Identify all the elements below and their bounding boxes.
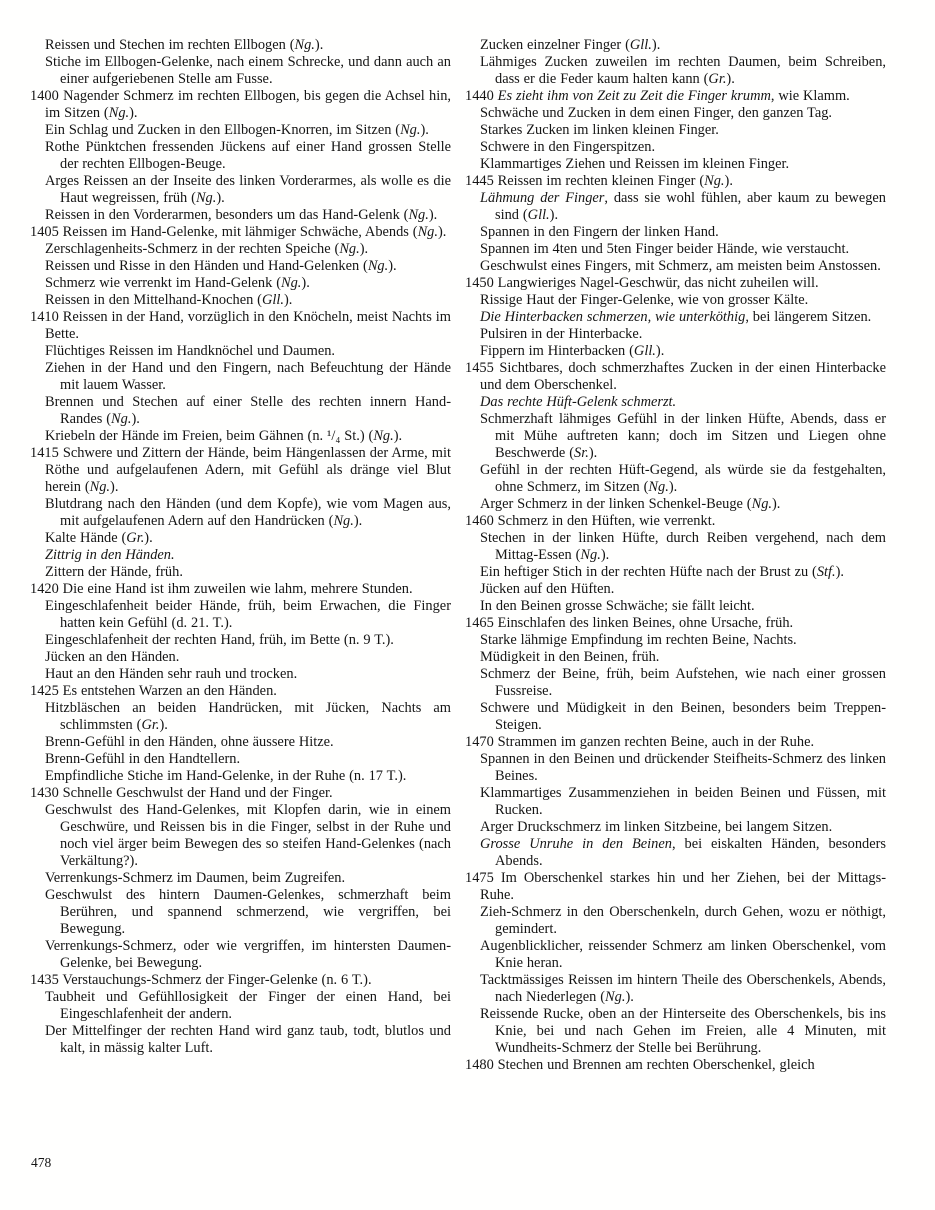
italic-phrase: Ng. bbox=[108, 105, 130, 121]
symptom-entry: Fippern im Hinterbacken (Gll.). bbox=[480, 343, 665, 359]
italic-phrase: Gr. bbox=[141, 717, 160, 733]
page-number: 478 bbox=[31, 1155, 52, 1170]
symptom-entry: Geschwulst des hintern Daumen-Gelenkes, schmerzhaft beim Berühren, und spannend schmerzend, wie vergriffen, bei Bewegung. bbox=[45, 887, 451, 937]
italic-phrase: Grosse Unruhe in den Beinen bbox=[480, 836, 672, 852]
symptom-entry: Die Hinterbacken schmerzen, wie unterköthig, bei längerem Sitzen. bbox=[480, 309, 872, 325]
italic-phrase: Ng. bbox=[195, 190, 217, 206]
symptom-entry: Taubheit und Gefühllosigkeit der Finger der einen Hand, bei Eingeschlafenheit der andern. bbox=[45, 989, 451, 1022]
symptom-entry: Ziehen in der Hand und den Fingern, nach Befeuchtung der Hände mit lauem Wasser. bbox=[45, 360, 451, 393]
symptom-entry: Rothe Pünktchen fressenden Jückens auf einer Hand grossen Stelle der rechten Ellbogen-Beuge. bbox=[45, 139, 451, 172]
symptom-number: 1480 bbox=[465, 1057, 498, 1073]
symptom-entry: Lähmung der Finger, dass sie wohl fühlen, aber kaum zu bewegen sind (Gll.). bbox=[480, 190, 886, 223]
symptom-entry: 1460 Schmerz in den Hüften, wie verrenkt. bbox=[465, 513, 716, 529]
italic-phrase: Ng. bbox=[605, 989, 626, 1005]
italic-phrase: Gr. bbox=[708, 71, 727, 87]
symptom-entry: Zieh-Schmerz in den Oberschenkeln, durch Gehen, wozu er nöthigt, gemindert. bbox=[480, 904, 886, 937]
symptom-entry: Reissen und Stechen im rechten Ellbogen (Ng.). bbox=[45, 37, 324, 53]
symptom-number: 1470 bbox=[465, 734, 498, 750]
italic-phrase: Es zieht ihm von Zeit zu Zeit die Finger krumm bbox=[497, 88, 771, 104]
symptom-entry: Jücken an den Händen. bbox=[45, 649, 180, 665]
italic-phrase: Die Hinterbacken schmerzen, wie unterköthig bbox=[480, 309, 746, 325]
symptom-number: 1425 bbox=[30, 683, 63, 699]
symptom-entry: Eingeschlafenheit der rechten Hand, früh, im Bette (n. 9 T.). bbox=[45, 632, 394, 648]
symptom-entry: 1455 Sichtbares, doch schmerzhaftes Zucken in der einen Hinterbacke und dem Oberschenkel. bbox=[465, 360, 887, 393]
symptom-entry: Kriebeln der Hände im Freien, beim Gähnen (n. ¹/₄ St.) (Ng.). bbox=[45, 428, 403, 444]
symptom-entry: Schwere und Müdigkeit in den Beinen, besonders beim Treppen-Steigen. bbox=[480, 700, 886, 733]
right-column bbox=[465, 37, 886, 1074]
italic-phrase: Ng. bbox=[111, 411, 132, 427]
symptom-entry: Spannen in den Fingern der linken Hand. bbox=[480, 224, 719, 240]
symptom-entry: 1480 Stechen und Brennen am rechten Oberschenkel, gleich bbox=[465, 1057, 815, 1073]
symptom-entry: Lähmiges Zucken zuweilen im rechten Daumen, beim Schreiben, dass er die Feder kaum halten kann (Gr.). bbox=[480, 54, 886, 87]
symptom-entry: Spannen in den Beinen und drückender Steifheits-Schmerz des linken Beines. bbox=[480, 751, 886, 784]
symptom-number: 1400 bbox=[30, 88, 64, 104]
italic-phrase: Gll. bbox=[633, 343, 656, 359]
symptom-entry bbox=[465, 394, 886, 411]
symptom-number: 1440 bbox=[465, 88, 498, 104]
italic-phrase: Ng. bbox=[89, 479, 111, 495]
symptom-entry: Starkes Zucken im linken kleinen Finger. bbox=[480, 122, 719, 138]
italic-phrase: Ng. bbox=[408, 207, 429, 223]
symptom-entry: Flüchtiges Reissen im Handknöchel und Daumen. bbox=[45, 343, 336, 359]
symptom-entry: 1415 Schwere und Zittern der Hände, beim Hängenlassen der Arme, mit Röthe und aufgelaufenen Adern, mit Gefühl als dränge viel Blut herein (Ng.). bbox=[30, 445, 451, 495]
symptom-entry: Verrenkungs-Schmerz im Daumen, beim Zugreifen. bbox=[45, 870, 346, 886]
symptom-entry: Reissen und Risse in den Händen und Hand-Gelenken (Ng.). bbox=[45, 258, 397, 274]
symptom-entry: Schwere in den Fingerspitzen. bbox=[480, 139, 656, 155]
symptom-entry: Jücken auf den Hüften. bbox=[480, 581, 615, 597]
symptom-entry: Schmerz wie verrenkt im Hand-Gelenk (Ng.). bbox=[45, 275, 310, 291]
italic-phrase: Gll. bbox=[629, 37, 652, 53]
symptom-number: 1475 bbox=[465, 870, 501, 886]
symptom-entry: Blutdrang nach den Händen (und dem Kopfe), wie vom Magen aus, mit aufgelaufenen Adern auf den Handrücken (Ng.). bbox=[45, 496, 451, 529]
italic-phrase: Gll. bbox=[261, 292, 284, 308]
italic-phrase: Ng. bbox=[400, 122, 421, 138]
symptom-entry: Zucken einzelner Finger (Gll.). bbox=[480, 37, 661, 53]
italic-phrase: Zittrig in den Händen. bbox=[45, 547, 175, 563]
symptom-entry: Rissige Haut der Finger-Gelenke, wie von grosser Kälte. bbox=[480, 292, 809, 308]
symptom-entry: Müdigkeit in den Beinen, früh. bbox=[480, 649, 660, 665]
symptom-entry: 1470 Strammen im ganzen rechten Beine, auch in der Ruhe. bbox=[465, 734, 815, 750]
italic-phrase: Ng. bbox=[580, 547, 601, 563]
symptom-entry: Arger Druckschmerz im linken Sitzbeine, bei langem Sitzen. bbox=[480, 819, 833, 835]
symptom-number: 1405 bbox=[30, 224, 63, 240]
symptom-entry: Schmerzhaft lähmiges Gefühl in der linken Hüfte, Abends, dass er mit Mühe auftreten kann; doch im Sitzen und Liegen ohne Beschwerde (Sr.). bbox=[480, 411, 886, 461]
symptom-entry: 1420 Die eine Hand ist ihm zuweilen wie lahm, mehrere Stunden. bbox=[30, 581, 413, 597]
symptom-entry: 1445 Reissen im rechten kleinen Finger (Ng.). bbox=[465, 173, 733, 189]
symptom-number: 1460 bbox=[465, 513, 498, 529]
symptom-entry: Tacktmässiges Reissen im hintern Theile des Oberschenkels, Abends, nach Niederlegen (Ng.). bbox=[480, 972, 886, 1005]
symptom-entry: Verrenkungs-Schmerz, oder wie vergriffen, im hintersten Daumen-Gelenke, bei Bewegung. bbox=[45, 938, 451, 971]
italic-phrase: Stf. bbox=[816, 564, 836, 580]
symptom-entry: Geschwulst des Hand-Gelenkes, mit Klopfen darin, wie in einem Geschwüre, und Reissen bis in die Finger, selbst in der Ruhe und noch viel ärger beim Bewegen des so steifen Hand-Gelenkes (nach Verkältung?). bbox=[45, 802, 451, 869]
symptom-entry: 1430 Schnelle Geschwulst der Hand und der Finger. bbox=[30, 785, 333, 801]
symptom-entry: Schmerz der Beine, früh, beim Aufstehen, wie nach einer grossen Fussreise. bbox=[480, 666, 886, 699]
symptom-number: 1455 bbox=[465, 360, 500, 376]
symptom-entry: 1410 Reissen in der Hand, vorzüglich in den Knöcheln, meist Nachts im Bette. bbox=[30, 309, 451, 342]
symptom-number: 1430 bbox=[30, 785, 63, 801]
symptom-entry: Arger Schmerz in der linken Schenkel-Beuge (Ng.). bbox=[480, 496, 781, 512]
symptom-entry: Stiche im Ellbogen-Gelenke, nach einem Schrecke, und dann auch an einer aufgeriebenen Stelle am Fusse. bbox=[45, 54, 451, 87]
symptom-entry: Brenn-Gefühl in den Händen, ohne äussere Hitze. bbox=[45, 734, 334, 750]
symptom-entry: Schwäche und Zucken in dem einen Finger, den ganzen Tag. bbox=[480, 105, 832, 121]
symptom-entry: Hitzbläschen an beiden Handrücken, mit Jücken, Nachts am schlimmsten (Gr.). bbox=[45, 700, 451, 733]
italic-phrase: Das rechte Hüft-Gelenk schmerzt. bbox=[480, 394, 677, 410]
symptom-entry: 1405 Reissen im Hand-Gelenke, mit lähmiger Schwäche, Abends (Ng.). bbox=[30, 224, 447, 240]
symptom-entry: Ein Schlag und Zucken in den Ellbogen-Knorren, im Sitzen (Ng.). bbox=[45, 122, 429, 138]
symptom-number: 1415 bbox=[30, 445, 63, 461]
symptom-entry: 1450 Langwieriges Nagel-Geschwür, das nicht zuheilen will. bbox=[465, 275, 819, 291]
symptom-number: 1465 bbox=[465, 615, 498, 631]
symptom-entry: Gefühl in der rechten Hüft-Gegend, als würde sie da festgehalten, ohne Schmerz, im Sitzen (Ng.). bbox=[480, 462, 886, 495]
symptom-number: 1410 bbox=[30, 309, 63, 325]
symptom-number: 1450 bbox=[465, 275, 498, 291]
symptom-entry: 1465 Einschlafen des linken Beines, ohne Ursache, früh. bbox=[465, 615, 794, 631]
symptom-entry: Klammartiges Ziehen und Reissen im kleinen Finger. bbox=[480, 156, 790, 172]
italic-phrase: Lähmung der Finger bbox=[480, 190, 605, 206]
italic-phrase: Gll. bbox=[527, 207, 550, 223]
symptom-entry: Brenn-Gefühl in den Handtellern. bbox=[45, 751, 241, 767]
symptom-entry: Pulsiren in der Hinterbacke. bbox=[480, 326, 643, 342]
symptom-entry: Augenblicklicher, reissender Schmerz am linken Oberschenkel, vom Knie heran. bbox=[480, 938, 886, 971]
symptom-entry: Haut an den Händen sehr rauh und trocken. bbox=[45, 666, 298, 682]
symptom-entry: Ein heftiger Stich in der rechten Hüfte nach der Brust zu (Stf.). bbox=[480, 564, 845, 580]
symptom-entry: Reissen in den Mittelhand-Knochen (Gll.). bbox=[45, 292, 293, 308]
symptom-entry: Empfindliche Stiche im Hand-Gelenke, in der Ruhe (n. 17 T.). bbox=[45, 768, 407, 784]
italic-phrase: Ng. bbox=[648, 479, 669, 495]
symptom-entry: Klammartiges Zusammenziehen in beiden Beinen und Füssen, mit Rucken. bbox=[480, 785, 886, 818]
symptom-entry: 1435 Verstauchungs-Schmerz der Finger-Gelenke (n. 6 T.). bbox=[30, 972, 372, 988]
symptom-number: 1420 bbox=[30, 581, 63, 597]
symptom-entry: Brennen und Stechen auf einer Stelle des rechten innern Hand-Randes (Ng.). bbox=[45, 394, 451, 427]
italic-phrase: Sr. bbox=[574, 445, 589, 461]
italic-phrase: Ng. bbox=[751, 496, 773, 512]
symptom-entry: 1440 Es zieht ihm von Zeit zu Zeit die Finger krumm, wie Klamm. bbox=[465, 88, 850, 104]
symptom-entry bbox=[30, 547, 451, 564]
symptom-entry: Zerschlagenheits-Schmerz in der rechten Speiche (Ng.). bbox=[45, 241, 369, 257]
symptom-entry: 1475 Im Oberschenkel starkes hin und her Ziehen, bei der Mittags-Ruhe. bbox=[465, 870, 887, 903]
symptom-entry: Spannen im 4ten und 5ten Finger beider Hände, wie verstaucht. bbox=[480, 241, 850, 257]
italic-phrase: Gr. bbox=[126, 530, 145, 546]
symptom-entry: Arges Reissen an der Inseite des linken Vorderarmes, als wolle es die Haut wegreissen, früh (Ng.). bbox=[45, 173, 451, 206]
italic-phrase: Ng. bbox=[333, 513, 354, 529]
symptom-number: 1445 bbox=[465, 173, 498, 189]
symptom-entry: Eingeschlafenheit beider Hände, früh, beim Erwachen, die Finger hatten kein Gefühl (d. 21. T.). bbox=[45, 598, 451, 631]
symptom-entry: In den Beinen grosse Schwäche; sie fällt leicht. bbox=[480, 598, 755, 614]
italic-phrase: Ng. bbox=[294, 37, 315, 53]
left-column bbox=[30, 37, 451, 1074]
symptom-entry: 1425 Es entstehen Warzen an den Händen. bbox=[30, 683, 277, 699]
italic-phrase: Ng. bbox=[339, 241, 360, 257]
symptom-entry: Stechen in der linken Hüfte, durch Reiben vergehend, nach dem Mittag-Essen (Ng.). bbox=[480, 530, 886, 563]
italic-phrase: Ng. bbox=[704, 173, 725, 189]
symptom-entry: Reissende Rucke, oben an der Hinterseite des Oberschenkels, bis ins Knie, bei und nach Gehen im Freien, alle 4 Minuten, mit Wundheits-Schmerz der Stelle bei Berührung. bbox=[480, 1006, 886, 1056]
symptom-entry: Reissen in den Vorderarmen, besonders um das Hand-Gelenk (Ng.). bbox=[45, 207, 438, 223]
symptom-entry: Der Mittelfinger der rechten Hand wird ganz taub, todt, blutlos und kalt, in mässig kalter Luft. bbox=[45, 1023, 451, 1056]
italic-phrase: Ng. bbox=[373, 428, 394, 444]
symptom-number: 1435 bbox=[30, 972, 63, 988]
symptom-entry: 1400 Nagender Schmerz im rechten Ellbogen, bis gegen die Achsel hin, im Sitzen (Ng.). bbox=[30, 88, 451, 121]
symptom-entry: Starke lähmige Empfindung im rechten Beine, Nachts. bbox=[480, 632, 797, 648]
symptom-entry: Zittern der Hände, früh. bbox=[45, 564, 183, 580]
symptom-entry: Grosse Unruhe in den Beinen, bei eiskalten Händen, besonders Abends. bbox=[480, 836, 886, 869]
italic-phrase: Ng. bbox=[417, 224, 438, 240]
italic-phrase: Ng. bbox=[367, 258, 389, 274]
symptom-entry: Geschwulst eines Fingers, mit Schmerz, am meisten beim Anstossen. bbox=[480, 258, 881, 274]
symptom-entry: Kalte Hände (Gr.). bbox=[45, 530, 153, 546]
italic-phrase: Ng. bbox=[281, 275, 302, 291]
